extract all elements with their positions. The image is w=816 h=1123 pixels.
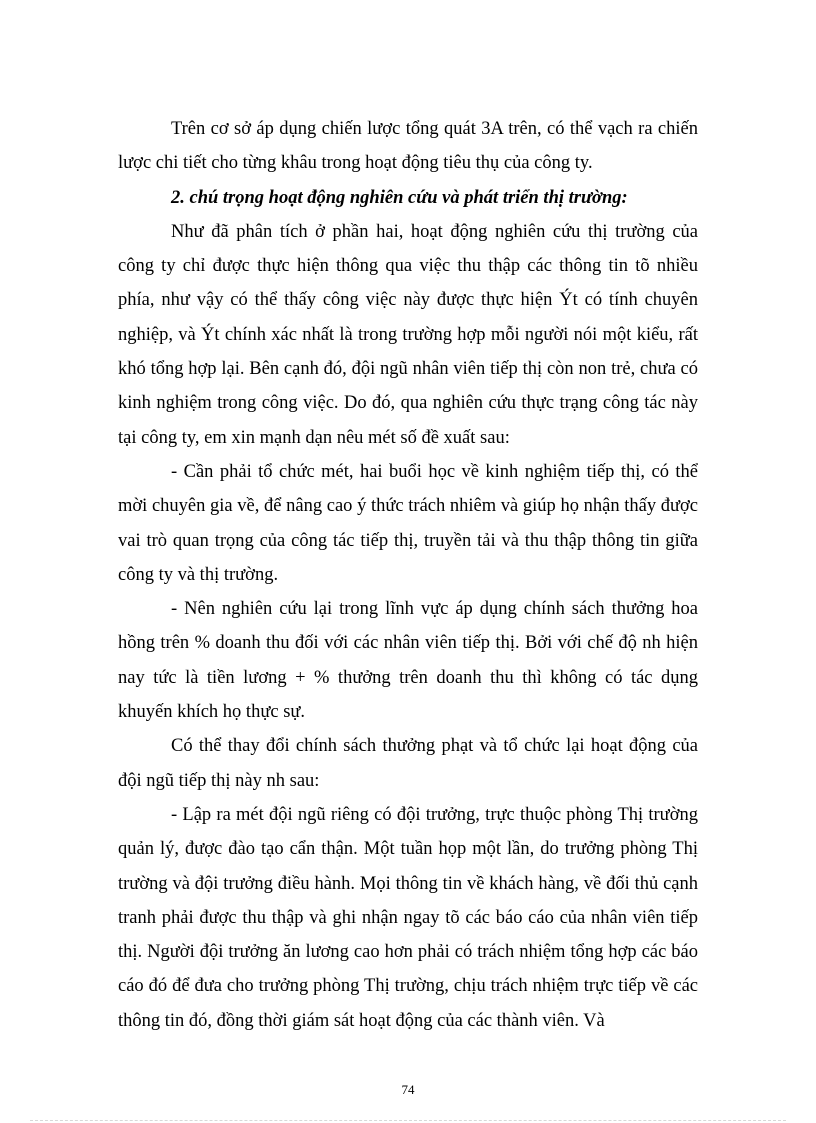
paragraph-change-policy: Có thể thay đổi chính sách thưởng phạt và tổ chức lại hoạt động của đội ngũ tiếp thị này nh sau: xyxy=(118,736,698,791)
page-number: 74 xyxy=(401,1082,415,1097)
paragraph-proposal-2: - Nên nghiên cứu lại trong lĩnh vực áp dụng chính sách thưởng hoa hồng trên % doanh thu đối với các nhân viên tiếp thị. Bởi với chế độ nh hiện nay tức là tiền lương + % thưởng trên doanh thu thì không có tác dụng khuyến khích họ thực sự. xyxy=(118,599,698,723)
paragraph-proposal-1: - Cần phải tổ chức mét, hai buổi học về kinh nghiệm tiếp thị, có thể mời chuyên gia về, để nâng cao ý thức trách nhiêm và giúp họ nhận thấy được vai trò quan trọng của công tác tiếp thị, truyền tải và thu thập thông tin giữa công ty và thị trường. xyxy=(118,461,698,585)
body-text xyxy=(118,112,698,1038)
paragraph-proposal-3: - Lập ra mét đội ngũ riêng có đội trưởng, trực thuộc phòng Thị trường quản lý, được đào tạo cẩn thận. Một tuần họp một lần, do trưởng phòng Thị trường và đội trưởng điều hành. Mọi thông tin về khách hàng, về đối thủ cạnh tranh phải được thu thập và ghi nhận ngay tõ các báo cáo của nhân viên tiếp thị. Người đội trưởng ăn lương cao hơn phải có trách nhiệm tổng hợp các báo cáo đó để đưa cho trưởng phòng Thị trường, chịu trách nhiệm trực tiếp về các thông tin đó, đồng thời giám sát hoạt động của các thành viên. Và xyxy=(118,804,698,1031)
paragraph-intro: Trên cơ sở áp dụng chiến lược tổng quát 3A trên, có thể vạch ra chiến lược chi tiết cho từng khâu trong hoạt động tiêu thụ của công ty. xyxy=(118,119,698,174)
page-bottom-divider xyxy=(30,1120,786,1121)
paragraph-analysis: Như đã phân tích ở phần hai, hoạt động nghiên cứu thị trường của công ty chỉ được thực hiện thông qua việc thu thập các thông tin tõ nhiều phía, như vậy có thể thấy công việc này được thực hiện Ýt có tính chuyên nghiệp, và Ýt chính xác nhất là trong trường hợp mỗi người nói một kiểu, rất khó tổng hợp lại. Bên cạnh đó, đội ngũ nhân viên tiếp thị còn non trẻ, chưa có kinh nghiệm trong công việc. Do đó, qua nghiên cứu thực trạng công tác này tại công ty, em xin mạnh dạn nêu mét số đề xuất sau: xyxy=(118,221,698,448)
section-heading: 2. chú trọng hoạt động nghiên cứu và phát triển thị trường: xyxy=(171,187,628,208)
